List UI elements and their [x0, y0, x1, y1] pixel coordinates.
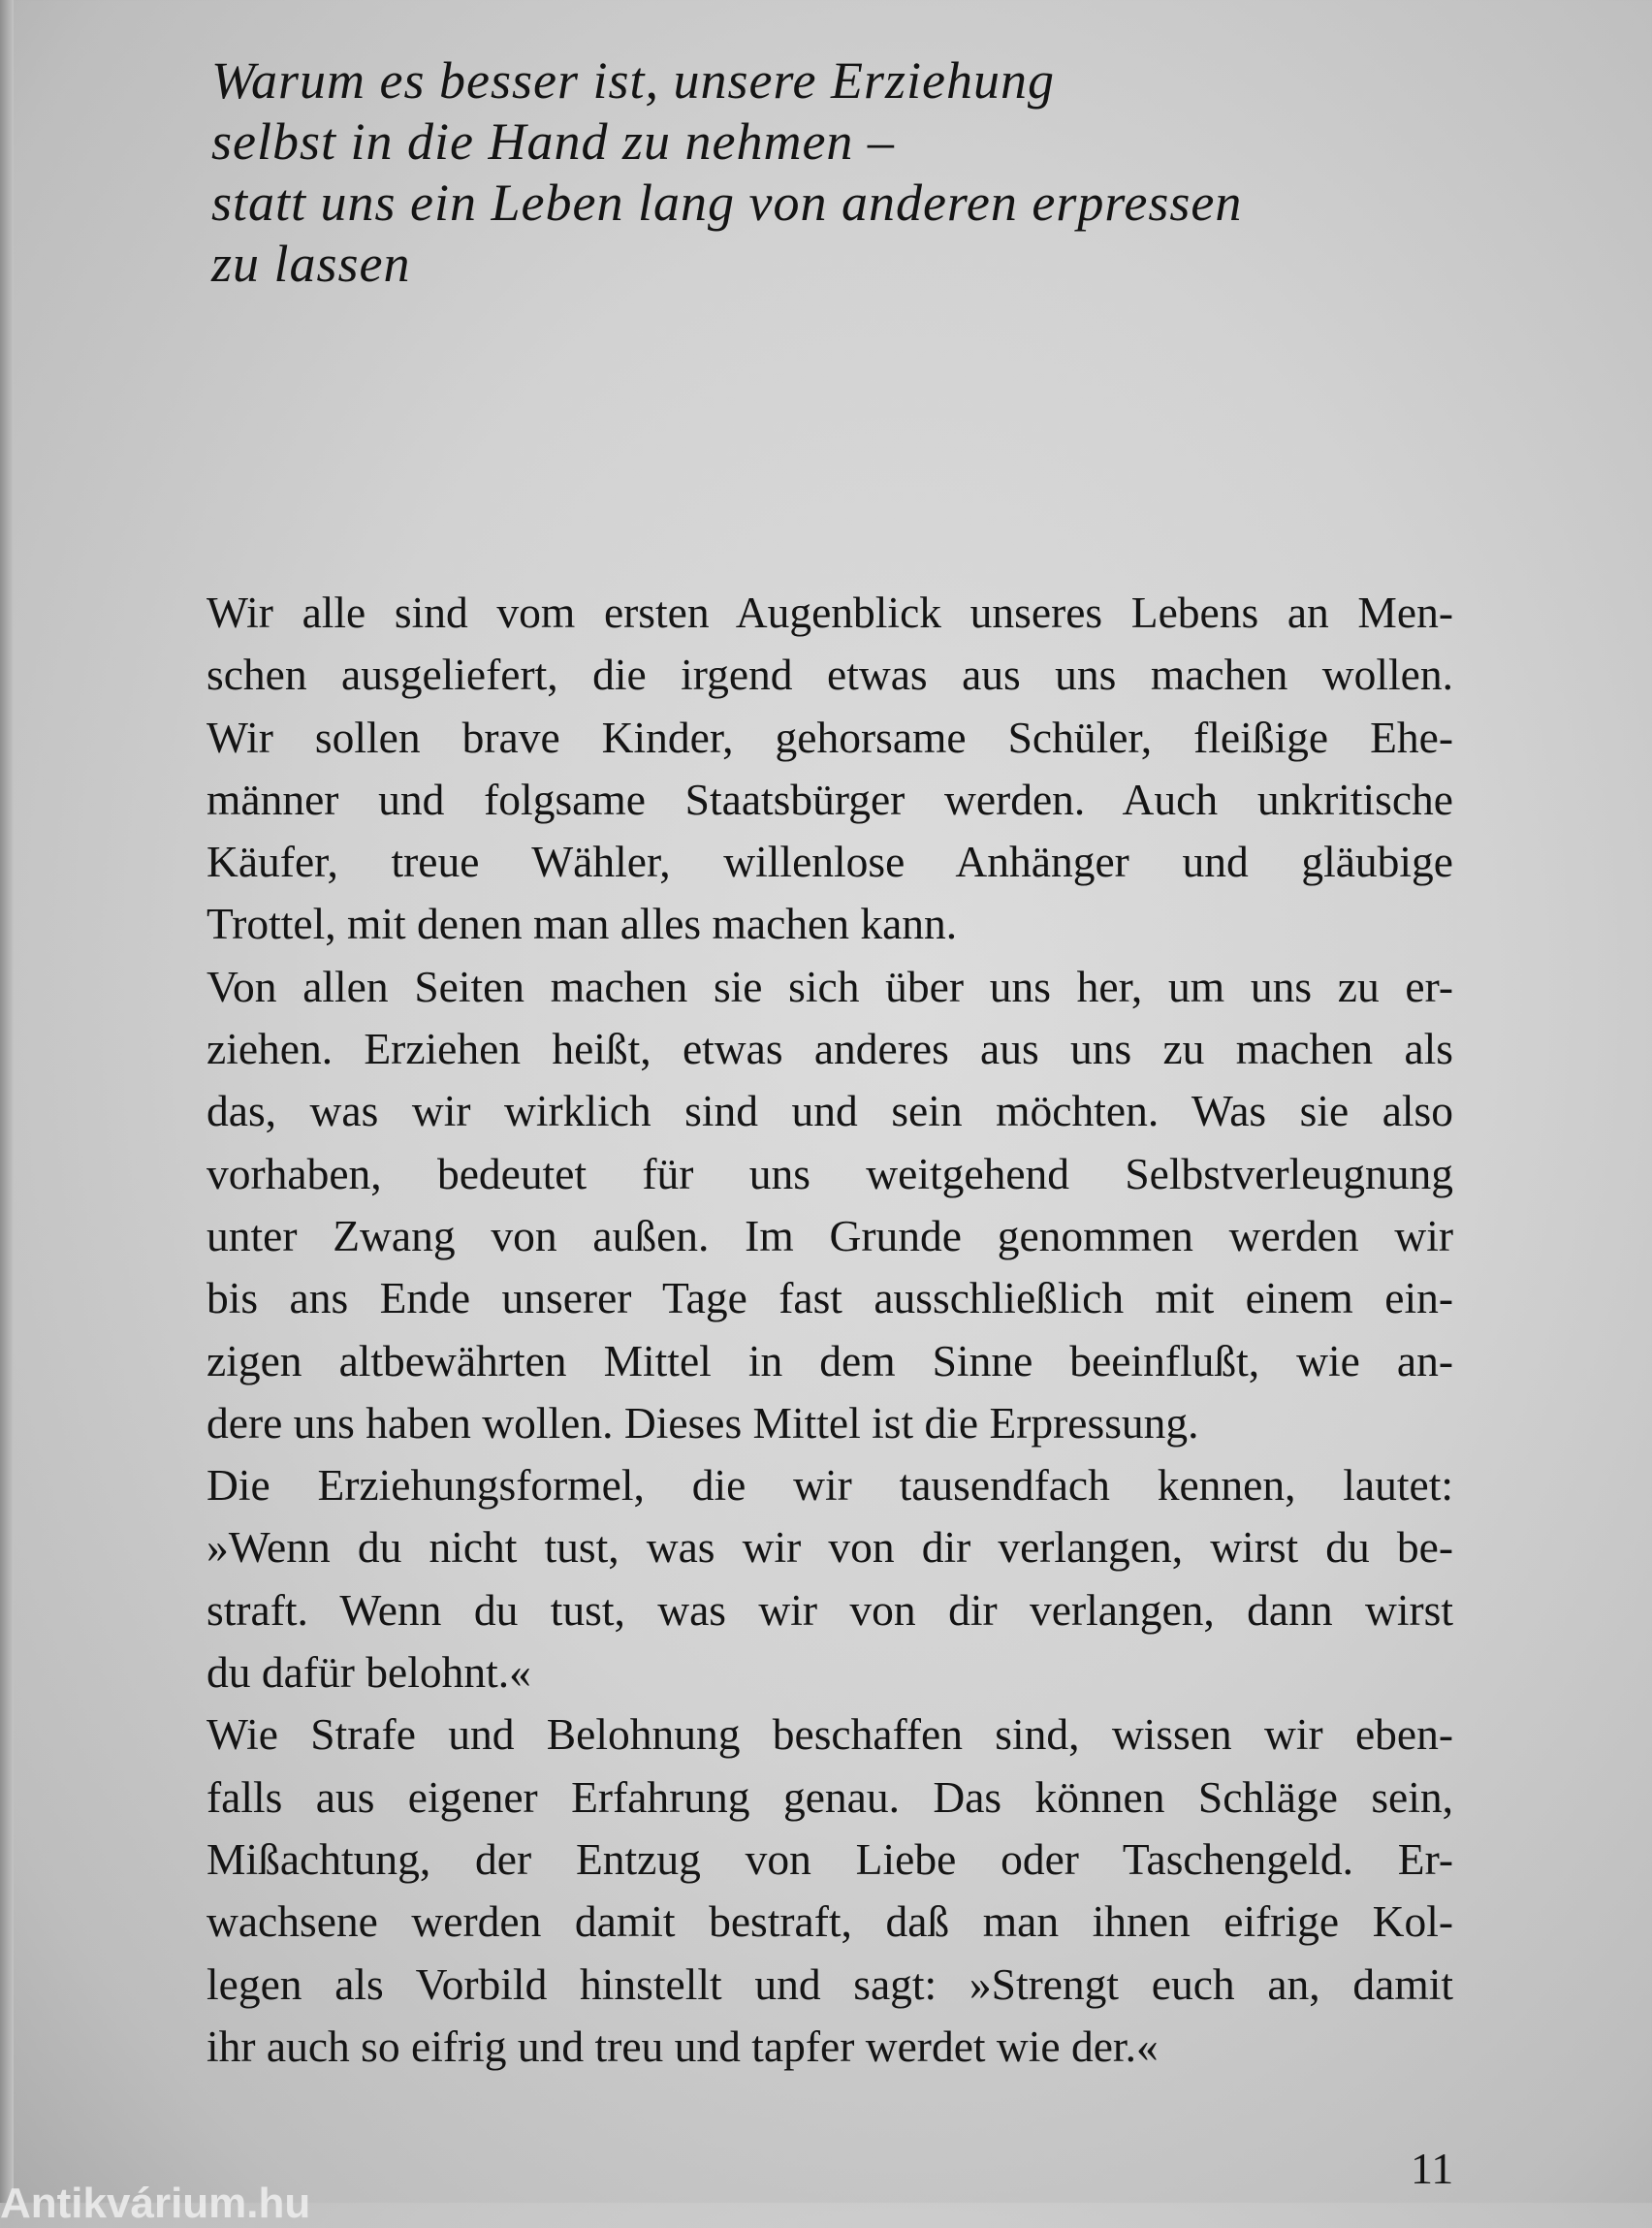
body-line: unter Zwang von außen. Im Grunde genommen werden wir — [206, 1210, 1453, 1260]
body-line: dere uns haben wollen. Dieses Mittel ist die Erpressung. — [206, 1397, 1199, 1448]
body-line: Trottel, mit denen man alles machen kann. — [206, 899, 958, 949]
body-line: Käufer, treue Wähler, willenlose Anhänger und gläubige — [206, 837, 1453, 887]
chapter-title — [211, 50, 1242, 295]
body-line: zigen altbewährten Mittel in dem Sinne beeinflußt, wie an- — [206, 1335, 1453, 1385]
title-line: statt uns ein Leben lang von anderen erpressen — [211, 174, 1243, 232]
body-line: ihr auch so eifrig und treu und tapfer werdet wie der.« — [206, 2021, 1159, 2071]
body-line: Die Erziehungsformel, die wir tausendfach kennen, lautet: — [206, 1460, 1453, 1511]
page-number: 11 — [1411, 2144, 1454, 2193]
body-line: falls aus eigener Erfahrung genau. Das können Schläge sein, — [206, 1771, 1453, 1822]
body-line: bis ans Ende unserer Tage fast ausschließlich mit einem ein- — [206, 1273, 1453, 1323]
title-line: selbst in die Hand zu nehmen – — [211, 112, 895, 171]
body-text — [206, 582, 1453, 2078]
body-line: männer und folgsame Staatsbürger werden. Auch unkritische — [206, 774, 1453, 824]
body-line: du dafür belohnt.« — [206, 1647, 531, 1698]
body-line: wachsene werden damit bestraft, daß man ihnen eifrige Kol- — [206, 1896, 1453, 1947]
body-line: Wir sollen brave Kinder, gehorsame Schüler, fleißige Ehe- — [206, 712, 1453, 762]
body-line: ziehen. Erziehen heißt, etwas anderes aus uns zu machen als — [206, 1024, 1453, 1074]
body-line: das, was wir wirklich sind und sein möchten. Was sie also — [206, 1086, 1453, 1136]
title-line: Warum es besser ist, unsere Erziehung — [211, 51, 1055, 110]
body-line: Von allen Seiten machen sie sich über uns her, um uns zu er- — [206, 961, 1453, 1011]
body-line: »Wenn du nicht tust, was wir von dir verlangen, wirst du be- — [206, 1522, 1453, 1573]
body-line: straft. Wenn du tust, was wir von dir verlangen, dann wirst — [206, 1584, 1453, 1635]
body-line: schen ausgeliefert, die irgend etwas aus uns machen wollen. — [206, 650, 1453, 700]
body-line: vorhaben, bedeutet für uns weitgehend Selbstverleugnung — [206, 1148, 1453, 1198]
body-line: Wie Strafe und Belohnung beschaffen sind, wissen wir eben- — [206, 1709, 1453, 1760]
watermark-logo: Antikvárium.hu — [0, 2180, 311, 2227]
body-line: legen als Vorbild hinstellt und sagt: »Strengt euch an, damit — [206, 1958, 1453, 2009]
body-line: Wir alle sind vom ersten Augenblick unseres Lebens an Men- — [206, 588, 1453, 637]
title-line: zu lassen — [211, 235, 411, 293]
page-edge-shadow — [0, 0, 14, 2203]
body-line: Mißachtung, der Entzug von Liebe oder Taschengeld. Er- — [206, 1833, 1453, 1884]
